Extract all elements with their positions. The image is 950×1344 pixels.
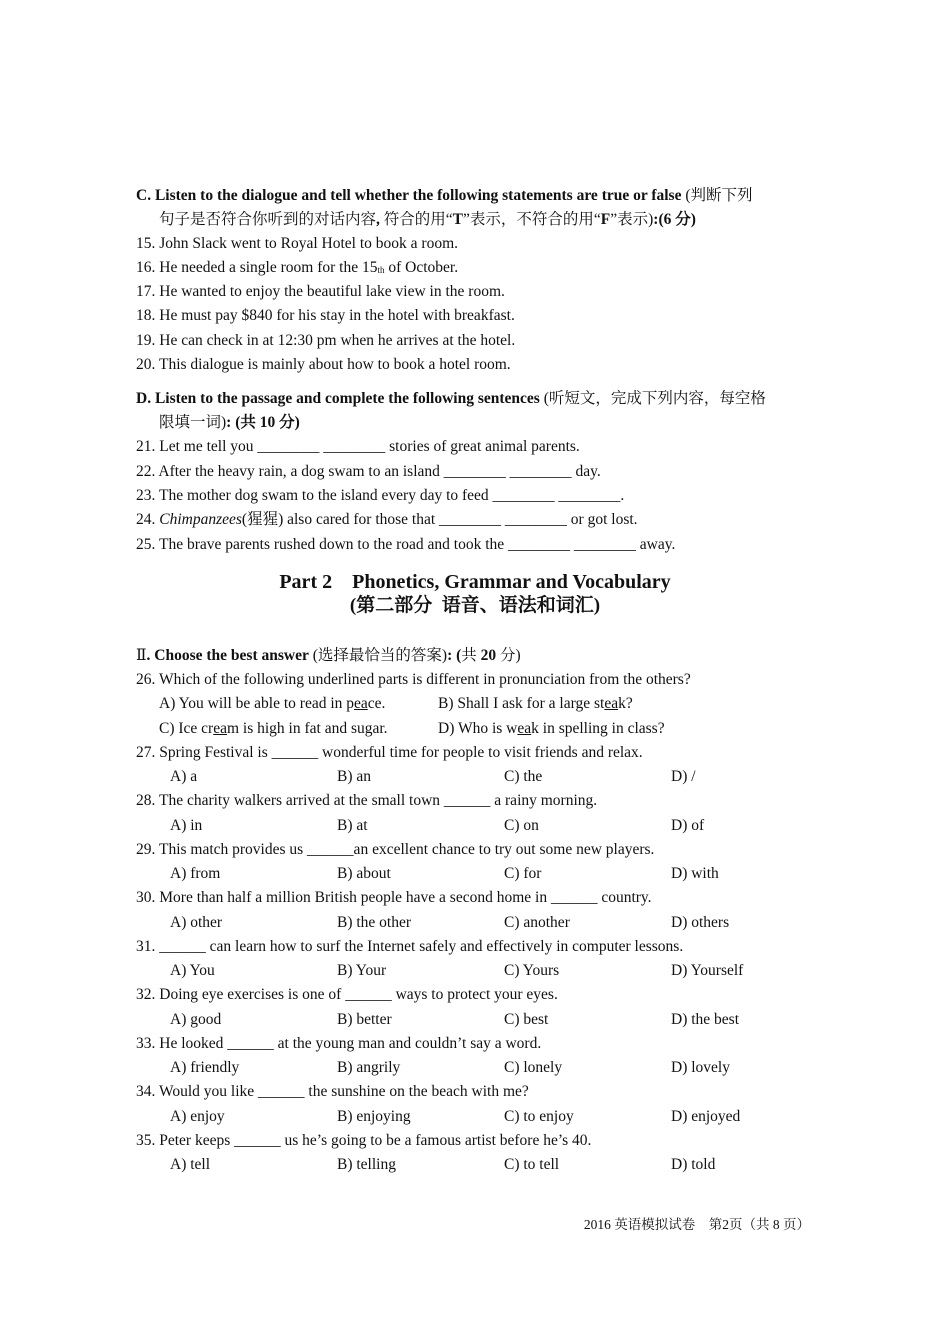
section-c-heading-line2	[159, 210, 696, 230]
section-c-heading-part: T	[452, 211, 463, 228]
section-d-heading-part: :	[226, 414, 232, 431]
question-31: 31. ______ can learn how to surf the Internet safely and effectively in computer lessons.	[136, 938, 684, 955]
question-34-option-a: A) enjoy	[170, 1108, 225, 1125]
question-27-option-c: C) the	[504, 768, 543, 785]
section-ii-heading-part: 共	[461, 647, 481, 664]
question-32-option-a: A) good	[170, 1011, 222, 1028]
section-c-heading-part: F	[600, 211, 611, 228]
question-22: 22. After the heavy rain, a dog swam to an island ________ ________ day.	[136, 463, 601, 480]
section-ii-heading	[136, 646, 521, 666]
section-c-heading	[136, 186, 753, 206]
question-26-option-c	[159, 719, 388, 739]
question-30-option-c: C) another	[504, 914, 570, 931]
section-d-heading-line2	[159, 413, 300, 433]
section-c-heading-text: C. Listen to the dialogue and tell whether the following statements are true or false	[136, 187, 682, 204]
option-text: k?	[618, 695, 633, 712]
question-33-option-b: B) angrily	[337, 1059, 401, 1076]
question-16-text-end: of October.	[384, 259, 459, 276]
question-32: 32. Doing eye exercises is one of ______ ways to protect your eyes.	[136, 986, 558, 1003]
option-text: C) Ice cr	[159, 720, 214, 737]
question-27-option-b: B) an	[337, 768, 372, 785]
option-underlined: ea	[517, 720, 532, 737]
option-text: A) You will be able to read in p	[159, 695, 355, 712]
section-d-heading-part: 限填一词)	[159, 414, 227, 431]
question-26: 26. Which of the following underlined parts is different in pronunciation from the others?	[136, 671, 691, 688]
option-underlined: ea	[604, 695, 619, 712]
option-text: k in spelling in class?	[531, 720, 665, 737]
question-26-option-b	[438, 694, 633, 714]
question-15: 15. John Slack went to Royal Hotel to book a room.	[136, 235, 459, 252]
question-34-option-d: D) enjoyed	[671, 1108, 741, 1125]
option-text: D) Who is w	[438, 720, 518, 737]
question-24	[136, 510, 638, 530]
question-29-option-a: A) from	[170, 865, 221, 882]
question-31-option-d: D) Yourself	[671, 962, 744, 979]
question-25: 25. The brave parents rushed down to the road and took the ________ ________ away.	[136, 536, 676, 553]
question-29-option-d: D) with	[671, 865, 719, 882]
question-32-option-b: B) better	[337, 1011, 392, 1028]
section-c-heading-part: (6	[658, 211, 672, 228]
question-34-option-c: C) to enjoy	[504, 1108, 574, 1125]
question-16-text: 16. He needed a single room for the 15	[136, 259, 378, 276]
question-28: 28. The charity walkers arrived at the small town ______ a rainy morning.	[136, 792, 598, 809]
question-16	[136, 258, 458, 280]
question-34-option-b: B) enjoying	[337, 1108, 411, 1125]
question-16-ordinal: th	[377, 265, 385, 275]
question-30-option-a: A) other	[170, 914, 223, 931]
question-27-option-a: A) a	[170, 768, 198, 785]
question-35: 35. Peter keeps ______ us he’s going to be a famous artist before he’s 40.	[136, 1132, 592, 1149]
question-17: 17. He wanted to enjoy the beautiful lake view in the room.	[136, 283, 505, 300]
part-2-subtitle: (第二部分 语音、语法和词汇)	[349, 595, 601, 616]
question-24-italic-word: Chimpanzees	[159, 511, 242, 528]
question-35-option-d: D) told	[671, 1156, 716, 1173]
question-35-option-b: B) telling	[337, 1156, 396, 1173]
question-26-option-d	[438, 719, 665, 739]
section-d-heading-cn: (听短文，完成下列内容，每空格	[539, 390, 766, 407]
question-31-option-a: A) You	[170, 962, 215, 979]
section-c-heading-cn: (判断下列	[681, 187, 753, 204]
question-19: 19. He can check in at 12:30 pm when he arrives at the hotel.	[136, 332, 516, 349]
question-30-option-b: B) the other	[337, 914, 412, 931]
question-33-option-c: C) lonely	[504, 1059, 563, 1076]
question-32-option-d: D) the best	[671, 1011, 740, 1028]
question-33-option-d: D) lovely	[671, 1059, 730, 1076]
section-c-heading-part: 符合的用“	[383, 211, 453, 228]
question-27: 27. Spring Festival is ______ wonderful time for people to visit friends and relax.	[136, 744, 643, 761]
question-30-option-d: D) others	[671, 914, 730, 931]
question-29-option-c: C) for	[504, 865, 542, 882]
section-d-heading-text: D. Listen to the passage and complete the following sentences	[136, 390, 540, 407]
question-29-option-b: B) about	[337, 865, 391, 882]
section-d-heading-part: 10	[259, 414, 276, 431]
question-26-option-a	[159, 694, 385, 714]
section-c-heading-part: ”表示，不符合的用“	[463, 211, 601, 228]
question-33: 33. He looked ______ at the young man and couldn’t say a word.	[136, 1035, 542, 1052]
section-c-heading-part: :	[653, 211, 659, 228]
section-d-heading-part: 分)	[275, 414, 300, 431]
question-20: 20. This dialogue is mainly about how to book a hotel room.	[136, 356, 511, 373]
section-ii-heading-part: : (	[447, 647, 462, 664]
question-32-option-c: C) best	[504, 1011, 549, 1028]
option-text: ce.	[367, 695, 386, 712]
option-underlined: ea	[213, 720, 227, 737]
question-31-option-c: C) Yours	[504, 962, 560, 979]
question-24-number: 24.	[136, 511, 160, 528]
page-footer: 2016 英语模拟试卷 第2页（共 8 页）	[583, 1217, 810, 1232]
question-35-option-c: C) to tell	[504, 1156, 560, 1173]
question-28-option-c: C) on	[504, 817, 539, 834]
question-28-option-b: B) at	[337, 817, 368, 834]
section-c-heading-part: ,	[376, 211, 384, 228]
section-ii-numeral: Ⅱ	[136, 647, 147, 664]
question-30: 30. More than half a million British people have a second home in ______ country.	[136, 889, 652, 906]
section-c-heading-part: 分)	[671, 211, 696, 228]
question-28-option-a: A) in	[170, 817, 203, 834]
section-ii-heading-cn: (选择最恰当的答案)	[308, 647, 448, 664]
question-29: 29. This match provides us ______an excellent chance to try out some new players.	[136, 841, 655, 858]
question-31-option-b: B) Your	[337, 962, 387, 979]
option-text: B) Shall I ask for a large st	[438, 695, 605, 712]
section-c-heading-part: 句子是否符合你听到的对话内容	[159, 211, 377, 228]
option-underlined: ea	[354, 695, 368, 712]
section-c-heading-part: ”表示)	[610, 211, 654, 228]
section-ii-heading-part: 分)	[496, 647, 521, 664]
question-18: 18. He must pay $840 for his stay in the hotel with breakfast.	[136, 307, 515, 324]
question-27-option-d: D) /	[671, 768, 696, 785]
question-28-option-d: D) of	[671, 817, 705, 834]
question-34: 34. Would you like ______ the sunshine on the beach with me?	[136, 1083, 529, 1100]
part-2-title: Part 2 Phonetics, Grammar and Vocabulary	[279, 571, 671, 593]
section-d-heading	[136, 389, 766, 409]
question-35-option-a: A) tell	[170, 1156, 211, 1173]
question-33-option-a: A) friendly	[170, 1059, 240, 1076]
question-24-text: (猩猩) also cared for those that ________ ________ or got lost.	[241, 511, 638, 528]
question-21: 21. Let me tell you ________ ________ stories of great animal parents.	[136, 438, 580, 455]
section-ii-heading-text: . Choose the best answer	[146, 647, 309, 664]
section-ii-heading-part: 20	[480, 647, 497, 664]
question-23: 23. The mother dog swam to the island every day to feed ________ ________.	[136, 487, 625, 504]
option-text: m is high in fat and sugar.	[226, 720, 388, 737]
section-d-heading-part: (共	[231, 414, 260, 431]
